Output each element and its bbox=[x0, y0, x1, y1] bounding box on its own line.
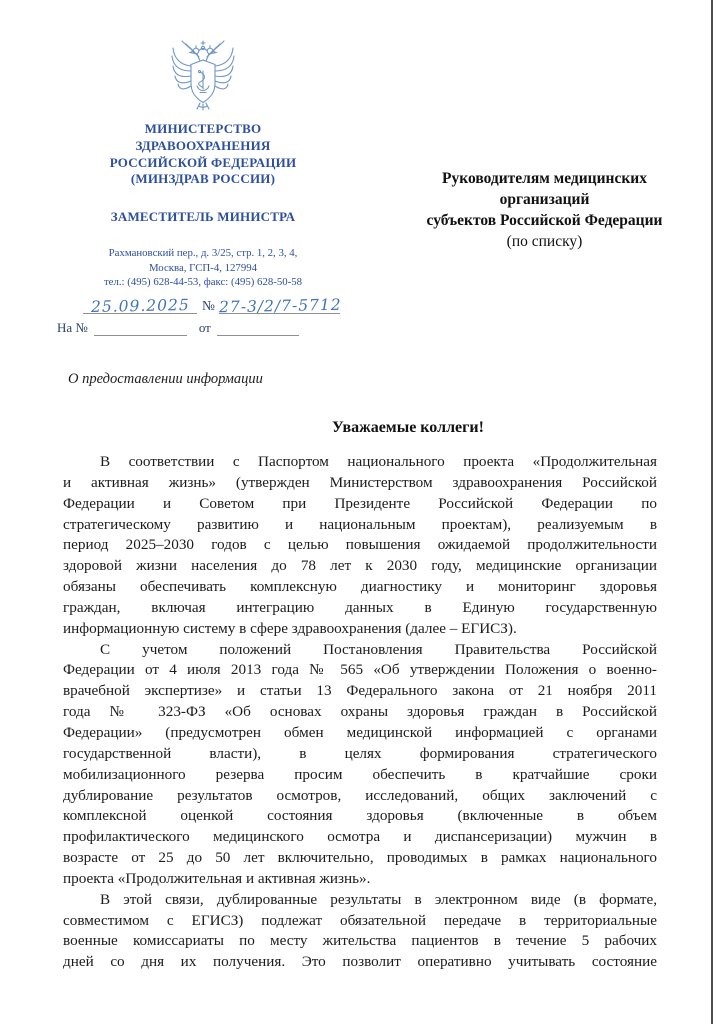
reply-reference-row bbox=[57, 317, 377, 336]
body-line: мобилизационного резерва просим обеспечить в кратчайшие сроки bbox=[63, 765, 657, 783]
number-field bbox=[218, 295, 342, 317]
body-line: совместимом с ЕГИСЗ) подлежат обязательной передаче в территориальные bbox=[63, 911, 657, 929]
recipient-line: Руководителям медицинских bbox=[442, 170, 647, 187]
reply-from-label: от bbox=[198, 320, 211, 335]
recipient-line: субъектов Российской Федерации bbox=[426, 212, 663, 229]
ministry-line: МИНИСТЕРСТВО bbox=[144, 121, 262, 136]
body-line: врачебной экспертизе» и статьи 13 Федерального закона от 21 ноября 2011 bbox=[63, 682, 657, 700]
salutation: Уважаемые коллеги! bbox=[332, 419, 484, 436]
body-line: здоровой жизни населения до 78 лет к 2030 году, медицинские организации bbox=[63, 557, 657, 575]
reply-date-field bbox=[217, 317, 299, 336]
letterhead bbox=[57, 38, 349, 289]
handwritten-date: 25.09.2025 bbox=[90, 295, 190, 317]
recipient-line: организаций bbox=[499, 191, 590, 208]
body-line: возрасте от 25 до 50 лет включительно, проводимых в рамках национального bbox=[63, 849, 657, 867]
body-line: период 2025–2030 годов с целью повышения ожидаемой продолжительности bbox=[63, 536, 657, 554]
body-line: Федерации и Советом при Президенте Российской Федерации по bbox=[63, 494, 657, 512]
body-line: С учетом положений Постановления Правительства Российской bbox=[100, 640, 657, 658]
date-field bbox=[83, 295, 197, 317]
minzdrav-emblem-icon bbox=[170, 38, 236, 112]
body-line: В соответствии с Паспортом национального проекта «Продолжительная bbox=[100, 453, 657, 470]
reply-number-label: На № bbox=[57, 320, 88, 335]
body-text bbox=[63, 452, 657, 973]
body-line: государственной власти), в целях формирования стратегического bbox=[63, 744, 657, 762]
body-line: года № 323-ФЗ «Об основах охраны здоровья граждан в Российской bbox=[63, 703, 657, 721]
position-title: ЗАМЕСТИТЕЛЬ МИНИСТРА bbox=[110, 209, 296, 225]
body-line: обязаны обеспечивать комплексную диагностику и мониторинг здоровья bbox=[63, 578, 657, 596]
subject-line: О предоставлении информации bbox=[68, 371, 263, 387]
body-line: комплексной оценкой состояния здоровья (включенные в объем bbox=[63, 807, 657, 825]
scan-edge-line bbox=[711, 0, 713, 1024]
body-line: информационную систему в сфере здравоохранения (далее – ЕГИСЗ). bbox=[63, 619, 517, 637]
recipient-block bbox=[388, 168, 701, 252]
body-line: дней со дня их получения. Это позволит оперативно учитывать состояние bbox=[63, 953, 657, 971]
number-sign: № bbox=[202, 298, 215, 313]
recipient-note: (по списку) bbox=[506, 233, 583, 250]
handwritten-number: 27-3/2/7-5712 bbox=[218, 295, 342, 317]
body-line: В этой связи, дублированные результаты в электронном виде (в формате, bbox=[100, 890, 657, 908]
address-block bbox=[57, 246, 349, 289]
body-line: профилактического медицинского осмотра и диспансеризации) мужчин в bbox=[63, 828, 657, 846]
body-line: Федерации от 4 июля 2013 года № 565 «Об утверждении Положения о военно- bbox=[63, 661, 657, 679]
body-line: Федерации» (предусмотрен обмен медицинской информацией с органами bbox=[63, 723, 657, 741]
body-line: граждан, включая интеграцию данных в Единую государственную bbox=[63, 598, 657, 616]
body-line: стратегическому развитию и национальным проектам), реализуемым в bbox=[63, 515, 657, 533]
ministry-name bbox=[57, 121, 349, 188]
ministry-line: (МИНЗДРАВ РОССИИ) bbox=[130, 171, 276, 187]
address-line: Рахмановский пер., д. 3/25, стр. 1, 2, 3, 4, bbox=[108, 247, 298, 260]
address-line: тел.: (495) 628-44-53, факс: (495) 628-50-58 bbox=[103, 276, 303, 288]
date-number-row bbox=[57, 295, 377, 317]
document-requisites bbox=[57, 295, 377, 336]
reply-number-field bbox=[94, 317, 187, 336]
body-line: проекта «Продолжительная и активная жизнь». bbox=[63, 869, 371, 887]
address-line: Москва, ГСП-4, 127994 bbox=[148, 261, 258, 274]
ministry-line: РОССИЙСКОЙ ФЕДЕРАЦИИ bbox=[109, 154, 297, 170]
body-line: военные комиссариаты по месту жительства пациентов в течение 5 рабочих bbox=[63, 932, 657, 950]
body-line: и активная жизнь» (утвержден Министерством здравоохранения Российской bbox=[63, 473, 657, 491]
body-line: дублирование результатов осмотров, исследований, общих заключений с bbox=[63, 786, 657, 804]
ministry-line: ЗДРАВООХРАНЕНИЯ bbox=[135, 137, 271, 153]
